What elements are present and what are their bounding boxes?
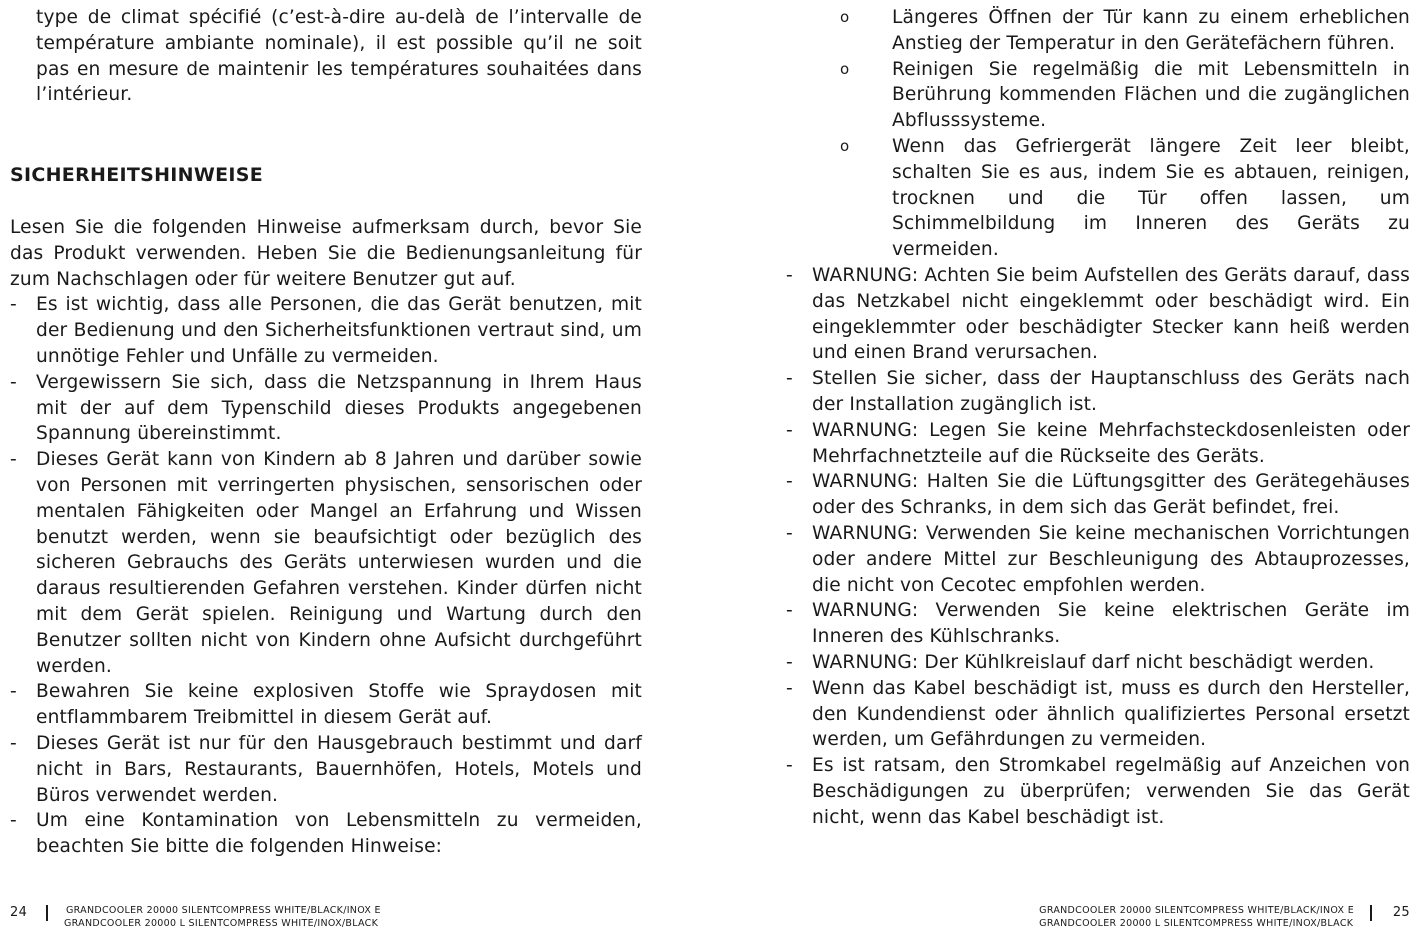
list-item (10, 292, 642, 369)
circle-bullet: o (840, 136, 850, 155)
dash-bullet: - (786, 522, 793, 544)
french-continuation-text: type de climat spécifié (c’est-à-dire au-delà de l’intervalle de température ambiante nominale), il est possible qu’il ne soit pas en mesure de maintenir les températures souhaitées dans l’intérieur. (36, 7, 642, 106)
dash-bullet: - (786, 419, 793, 441)
list-item-text: Es ist wichtig, dass alle Personen, die das Gerät benutzen, mit der Bedienung und den Sicherheitsfunktionen vertraut sind, um unnötige Fehler und Unfälle zu vermeiden. (36, 294, 642, 367)
safety-intro-paragraph: Lesen Sie die folgenden Hinweise aufmerksam durch, bevor Sie das Produkt verwenden. Heben Sie die Bedienungsanleitung für zum Nachschlagen oder für weitere Benutzer gut auf. (10, 216, 642, 290)
list-item-text: Wenn das Kabel beschädigt ist, muss es durch den Hersteller, den Kundendienst oder ähnlich qualifiziertes Personal ersetzt werden, um Gefährdungen zu vermeiden. (812, 677, 1410, 751)
list-item-text: Vergewissern Sie sich, dass die Netzspannung in Ihrem Haus mit der auf dem Typenschild dieses Produkts angegebenen Spannung übereinstimmt. (36, 371, 642, 445)
model-line: GRANDCOOLER 20000 L SILENTCOMPRESS WHITE/INOX/BLACK (1039, 918, 1354, 929)
model-names (66, 904, 381, 930)
safety-heading: SICHERHEITSHINWEISE (10, 164, 264, 187)
contamination-sub-list (786, 5, 1410, 263)
model-names (1039, 904, 1354, 930)
left-page-column (10, 0, 642, 860)
list-item (786, 598, 1410, 650)
left-page-footer (10, 904, 381, 930)
sub-list-item-text: Reinigen Sie regelmäßig die mit Lebensmitteln in Berührung kommenden Flächen und die zugänglichen Abflusssysteme. (892, 58, 1410, 132)
list-item (10, 731, 642, 808)
list-item (786, 469, 1410, 521)
dash-bullet: - (10, 810, 17, 832)
list-item-text: Stellen Sie sicher, dass der Hauptanschluss des Geräts nach der Installation zugänglich ist. (812, 368, 1410, 415)
dash-bullet: - (10, 371, 17, 393)
list-item-text: WARNUNG: Verwenden Sie keine elektrischen Geräte im Inneren des Kühlschranks. (812, 600, 1410, 648)
model-line: GRANDCOOLER 20000 SILENTCOMPRESS WHITE/BLACK/INOX E (1039, 905, 1354, 916)
dash-bullet: - (10, 449, 17, 471)
list-item-text: WARNUNG: Legen Sie keine Mehrfachsteckdosenleisten oder Mehrfachnetzteile auf die Rückseite des Geräts. (812, 419, 1410, 467)
list-item (10, 679, 642, 731)
dash-bullet: - (10, 732, 17, 754)
sub-list-item-text: Wenn das Gefriergerät längere Zeit leer bleibt, schalten Sie es aus, indem Sie es abtauen, reinigen, trocknen und die Tür offen lassen, um Schimmelbildung im Inneren des Geräts zu vermeiden. (892, 135, 1410, 261)
list-item (10, 370, 642, 447)
dash-bullet: - (786, 471, 793, 493)
dash-bullet: - (786, 651, 793, 673)
dash-bullet: - (786, 368, 793, 390)
sub-list-item-text: Längeres Öffnen der Tür kann zu einem erheblichen Anstieg der Temperatur in den Gerätefächern führen. (892, 7, 1410, 54)
dash-bullet: - (786, 264, 793, 286)
page-number: 24 (10, 905, 28, 920)
model-line: GRANDCOOLER 20000 L SILENTCOMPRESS WHITE/INOX/BLACK (64, 918, 379, 929)
dash-bullet: - (10, 681, 17, 703)
list-item (786, 676, 1410, 753)
list-item (10, 447, 642, 679)
circle-bullet: o (840, 59, 850, 78)
list-item (786, 263, 1410, 366)
list-item (786, 650, 1410, 676)
page-number: 25 (1392, 905, 1410, 920)
model-line: GRANDCOOLER 20000 SILENTCOMPRESS WHITE/BLACK/INOX E (66, 905, 381, 916)
list-item (786, 366, 1410, 418)
list-item-text: Um eine Kontamination von Lebensmitteln zu vermeiden, beachten Sie bitte die folgenden Hinweise: (36, 810, 642, 858)
sub-list-item (840, 5, 1410, 57)
right-page-column (786, 0, 1410, 831)
list-item (786, 418, 1410, 470)
sub-list-item (840, 134, 1410, 263)
list-item (786, 521, 1410, 598)
list-item-text: WARNUNG: Der Kühlkreislauf darf nicht beschädigt werden. (812, 651, 1375, 673)
right-page-footer (1039, 904, 1410, 930)
list-item-text: WARNUNG: Achten Sie beim Aufstellen des Geräts darauf, dass das Netzkabel nicht eingeklemmt oder beschädigt wird. Ein eingeklemmter oder beschädigter Stecker kann heiß werden und einen Brand verursachen. (812, 264, 1410, 364)
sub-list-item (840, 57, 1410, 134)
circle-bullet: o (840, 8, 850, 26)
list-item (786, 753, 1410, 830)
dash-bullet: - (786, 677, 793, 699)
list-item-text: Es ist ratsam, den Stromkabel regelmäßig auf Anzeichen von Beschädigungen zu überprüfen; verwenden Sie das Gerät nicht, wenn das Kabel beschädigt ist. (812, 755, 1410, 828)
list-item-text: Dieses Gerät ist nur für den Hausgebrauch bestimmt und darf nicht in Bars, Restaurants, Bauernhöfen, Hotels, Motels und Büros verwendet werden. (36, 732, 642, 806)
list-item-text: Dieses Gerät kann von Kindern ab 8 Jahren und darüber sowie von Personen mit verringerten physischen, sensorischen oder mentalen Fähigkeiten oder Mangel an Erfahrung und Wissen benutzt werden, wenn sie beaufsichtigt oder bezüglich des sicheren Gebrauchs des Geräts unterwiesen wurden und die daraus resultierenden Gefahren verstehen. Kinder dürfen nicht mit dem Gerät spielen. Reinigung und Wartung durch den Benutzer sollten nicht von Kindern ohne Aufsicht durchgeführt werden. (36, 449, 642, 677)
footer-separator (1370, 905, 1372, 921)
list-item (10, 808, 642, 860)
footer-separator (46, 905, 48, 921)
list-item-text: WARNUNG: Verwenden Sie keine mechanischen Vorrichtungen oder andere Mittel zur Beschleunigung des Abtauprozesses, die nicht von Cecotec empfohlen werden. (812, 522, 1410, 596)
dash-bullet: - (786, 755, 793, 777)
dash-bullet: - (10, 294, 17, 316)
dash-bullet: - (786, 600, 793, 622)
list-item-text: Bewahren Sie keine explosiven Stoffe wie Spraydosen mit entflammbarem Treibmittel in diesem Gerät auf. (36, 681, 642, 729)
list-item-text: WARNUNG: Halten Sie die Lüftungsgitter des Gerätegehäuses oder des Schranks, in dem sich das Gerät befindet, frei. (812, 471, 1410, 519)
